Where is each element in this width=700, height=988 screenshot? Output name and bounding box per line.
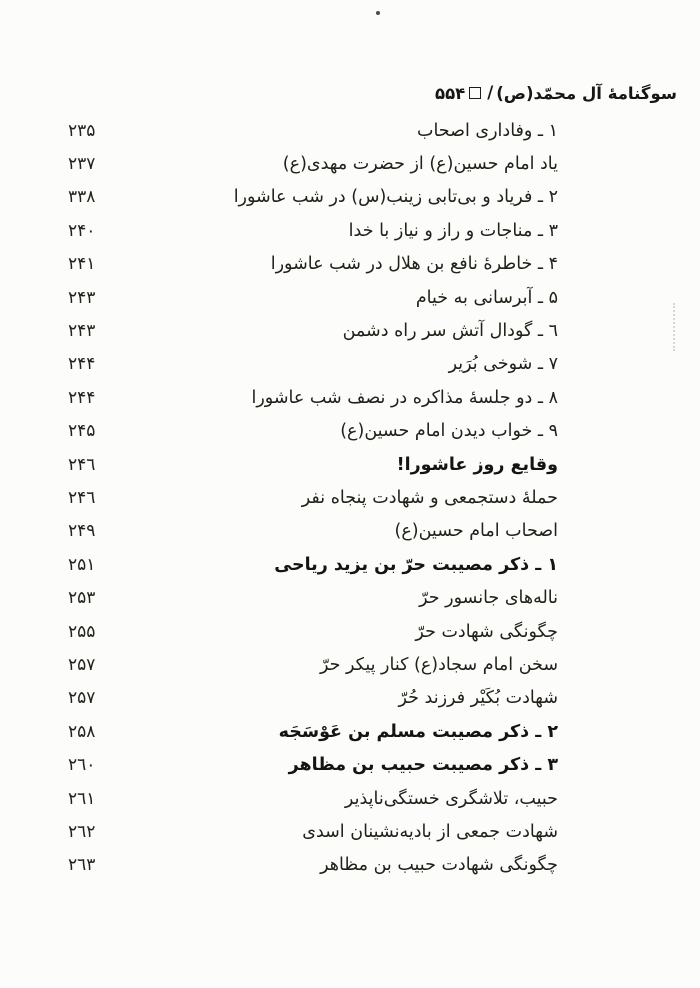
- toc-entry-page-number: ۲۴٦: [68, 487, 96, 508]
- toc-entry-page-number: ۲۵۸: [68, 721, 96, 742]
- toc-entry-title: وقایع روز عاشورا!: [396, 454, 558, 475]
- toc-entry-title: شهادت بُکَیْر فرزند حُرّ: [398, 688, 558, 709]
- toc-entry-title: ۳ ـ ذکر مصیبت حبیب بن مظاهر: [288, 755, 558, 776]
- toc-entry: [68, 348, 558, 381]
- toc-entry: [68, 314, 558, 347]
- toc-entry: [68, 648, 558, 681]
- toc-entry-title: ۷ ـ شوخی بُرَیر: [448, 354, 558, 375]
- toc-entry: [68, 281, 558, 314]
- toc-entry-page-number: ۲۴۳: [68, 321, 96, 342]
- toc-entry: [68, 381, 558, 414]
- toc-entry-page-number: ۲۵۷: [68, 688, 96, 709]
- toc-entry-page-number: ۲۴۵: [68, 421, 96, 442]
- toc-entry-page-number: ۲٦۰: [68, 755, 96, 776]
- header-separator: /: [487, 82, 494, 102]
- toc-entry: [68, 715, 558, 748]
- toc-entry-title: ۹ ـ خواب دیدن امام حسین(ع): [340, 421, 558, 442]
- toc-entry-page-number: ۲۴٦: [68, 454, 96, 475]
- toc-entry-title: ۲ ـ فریاد و بی‌تابی زینب(س) در شب عاشورا: [233, 187, 558, 208]
- toc-entry-title: حملهٔ دستجمعی و شهادت پنجاه نفر: [301, 487, 558, 508]
- toc-entry: [68, 114, 558, 147]
- toc-entry-page-number: ۲۵۳: [68, 588, 96, 609]
- toc-entry-title: اصحاب امام حسین(ع): [394, 521, 558, 542]
- toc-entry-page-number: ۳۳۸: [68, 187, 96, 208]
- toc-entry-page-number: ۲۴۴: [68, 354, 96, 375]
- toc-entry-page-number: ۲۳۷: [68, 154, 96, 175]
- toc-entry-page-number: ۲٦۲: [68, 821, 96, 842]
- toc-entry-title: ٦ ـ گودال آتش سر راه دشمن: [342, 321, 558, 342]
- toc-entry: [68, 481, 558, 514]
- toc-entry: [68, 615, 558, 648]
- toc-entry-title: یاد امام حسین(ع) از حضرت مهدی(ع): [282, 154, 558, 175]
- toc-entry: [68, 782, 558, 815]
- toc-entry-title: ۱ ـ ذکر مصیبت حرّ بن یزید ریاحی: [274, 554, 558, 575]
- toc-entry-page-number: ۲۴۳: [68, 287, 96, 308]
- toc-entry-page-number: ۲۵۱: [68, 554, 96, 575]
- toc-entry-page-number: ۲٦۳: [68, 855, 96, 876]
- header-book-title: سوگنامهٔ آل محمّد(ص): [496, 83, 678, 103]
- toc-entry-page-number: ۲۴۱: [68, 254, 96, 275]
- scan-dotted-artifact-icon: [673, 303, 675, 351]
- toc-entry-title: ۵ ـ آبرسانی به خیام: [415, 287, 558, 308]
- toc-entry-title: حبیب، تلاشگری خستگی‌ناپذیر: [344, 788, 558, 809]
- toc-entry-title: سخن امام سجاد(ع) کنار پیکر حرّ: [319, 654, 558, 675]
- toc-entry-title: چگونگی شهادت حرّ: [415, 621, 558, 642]
- header-box-icon: [469, 87, 481, 99]
- toc-entry-title: ۴ ـ خاطرهٔ نافع بن هلال در شب عاشورا: [270, 254, 558, 275]
- header-page-number: ۵۵۴: [435, 83, 466, 103]
- toc-entry: [68, 147, 558, 180]
- running-head: [435, 80, 677, 106]
- toc-entry-page-number: ۲۴۹: [68, 521, 96, 542]
- toc-entry: [68, 548, 558, 581]
- toc-entry: [68, 748, 558, 781]
- toc-entry-title: ۱ ـ وفاداری اصحاب: [417, 120, 558, 141]
- toc-entry: [68, 448, 558, 481]
- toc-entry: [68, 682, 558, 715]
- toc-entry: [68, 214, 558, 247]
- toc-entry: [68, 248, 558, 281]
- scan-speck-icon: [376, 11, 380, 15]
- toc-entry-page-number: ۲۵۷: [68, 654, 96, 675]
- toc-entry-title: ۳ ـ مناجات و راز و نیاز با خدا: [348, 220, 558, 241]
- toc-entry-page-number: ۲۵۵: [68, 621, 96, 642]
- toc-entry-page-number: ۲۴۰: [68, 220, 96, 241]
- toc-entry-title: شهادت جمعی از بادیه‌نشینان اسدی: [302, 821, 558, 842]
- toc-entry: [68, 415, 558, 448]
- toc-entry: [68, 581, 558, 614]
- toc-entry-page-number: ۲٦۱: [68, 788, 96, 809]
- toc-entry: [68, 181, 558, 214]
- toc-entry: [68, 815, 558, 848]
- toc-entry-title: چگونگی شهادت حبیب بن مظاهر: [320, 855, 558, 876]
- toc-entry: [68, 849, 558, 882]
- toc-entry-title: ۸ ـ دو جلسهٔ مذاکره در نصف شب عاشورا: [251, 387, 558, 408]
- toc-entry-page-number: ۲۴۴: [68, 387, 96, 408]
- toc-entry-title: ناله‌های جانسور حرّ: [419, 588, 558, 609]
- toc-entry: [68, 515, 558, 548]
- toc-list: [68, 114, 558, 882]
- toc-entry-page-number: ۲۳۵: [68, 120, 96, 141]
- toc-entry-title: ۲ ـ ذکر مصیبت مسلم بن عَوْسَجَه: [278, 721, 558, 742]
